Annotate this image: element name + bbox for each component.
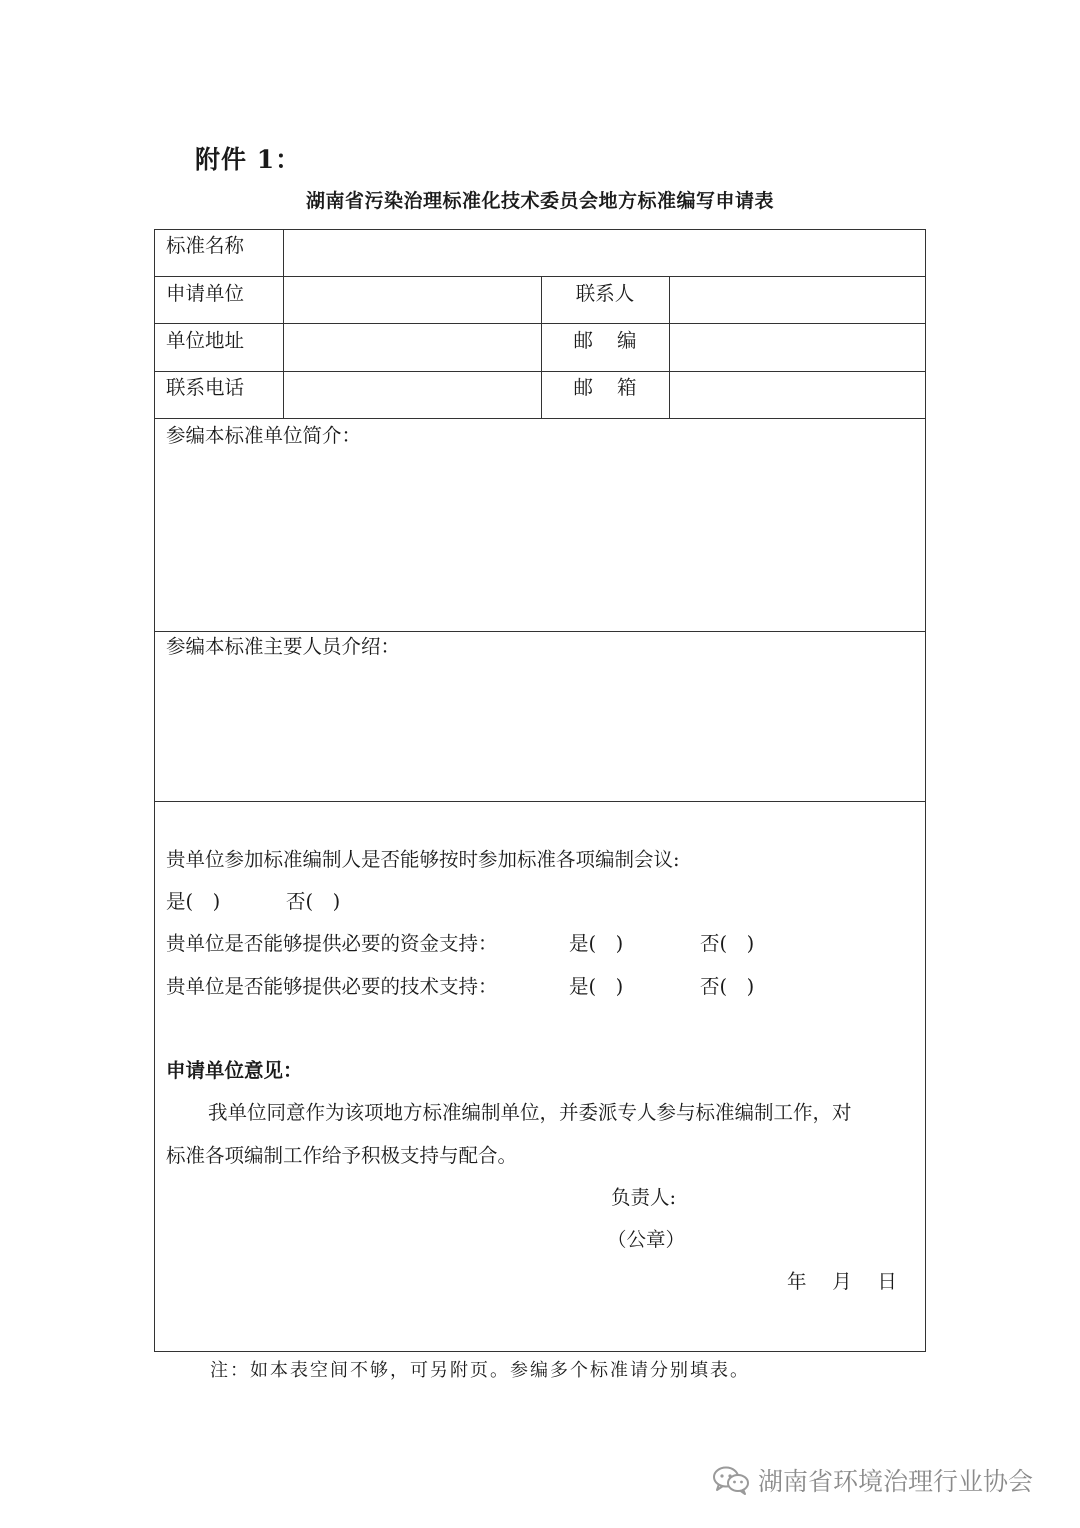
- row-divider: [155, 323, 925, 324]
- funding-yes-option[interactable]: 是( ): [569, 932, 624, 955]
- contact-person-field[interactable]: [671, 278, 921, 321]
- meeting-no-option[interactable]: 否( ): [286, 890, 341, 913]
- staff-intro-field[interactable]: [157, 663, 921, 799]
- row-divider: [155, 371, 925, 372]
- opinion-line-2: 标准各项编制工作给予积极支持与配合。: [166, 1144, 518, 1167]
- attachment-label: 附件 1：: [195, 145, 302, 174]
- tech-yes-option[interactable]: 是( ): [569, 975, 624, 998]
- footer-note: 注：如本表空间不够，可另附页。参编多个标准请分别填表。: [210, 1360, 750, 1381]
- row-divider: [155, 801, 925, 802]
- column-divider: [283, 230, 284, 418]
- funding-question: 贵单位是否能够提供必要的资金支持：: [166, 932, 498, 955]
- funding-no-option[interactable]: 否( ): [700, 932, 755, 955]
- phone-field[interactable]: [285, 373, 539, 416]
- official-seal-label: （公章）: [607, 1228, 686, 1251]
- form-title: 湖南省污染治理标准化技术委员会地方标准编写申请表: [305, 190, 774, 212]
- standard-name-label: 标准名称: [166, 234, 245, 257]
- application-form-table: [154, 229, 926, 1352]
- unit-address-field[interactable]: [285, 325, 539, 369]
- opinion-title: 申请单位意见：: [166, 1059, 303, 1082]
- postcode-field[interactable]: [671, 325, 921, 369]
- row-divider: [155, 276, 925, 277]
- watermark-text: 湖南省环境治理行业协会: [758, 1467, 1034, 1496]
- row-divider: [155, 418, 925, 419]
- meeting-yes-option[interactable]: 是( ): [166, 890, 221, 913]
- applicant-unit-field[interactable]: [285, 278, 539, 321]
- email-field[interactable]: [671, 373, 921, 416]
- unit-intro-label: 参编本标准单位简介：: [166, 424, 362, 447]
- phone-label: 联系电话: [166, 376, 245, 399]
- contact-person-label: 联系人: [575, 282, 635, 305]
- column-divider: [669, 276, 670, 418]
- unit-address-label: 单位地址: [166, 329, 245, 352]
- account-watermark: [712, 1462, 1033, 1498]
- standard-name-field[interactable]: [285, 232, 921, 274]
- tech-no-option[interactable]: 否( ): [700, 975, 755, 998]
- opinion-line-1: 我单位同意作为该项地方标准编制单位，并委派专人参与标准编制工作，对: [208, 1101, 852, 1124]
- wechat-icon: [712, 1465, 750, 1495]
- tech-question: 贵单位是否能够提供必要的技术支持：: [166, 975, 498, 998]
- meeting-question: 贵单位参加标准编制人是否能够按时参加标准各项编制会议:: [166, 848, 680, 871]
- responsible-person-label: 负责人:: [611, 1186, 677, 1209]
- postcode-label: 邮编: [573, 329, 661, 352]
- unit-intro-field[interactable]: [157, 452, 921, 628]
- applicant-unit-label: 申请单位: [166, 282, 245, 305]
- email-label: 邮箱: [573, 376, 661, 399]
- date-label: 年 月 日: [787, 1270, 897, 1293]
- row-divider: [155, 631, 925, 632]
- staff-intro-label: 参编本标准主要人员介绍：: [166, 635, 401, 658]
